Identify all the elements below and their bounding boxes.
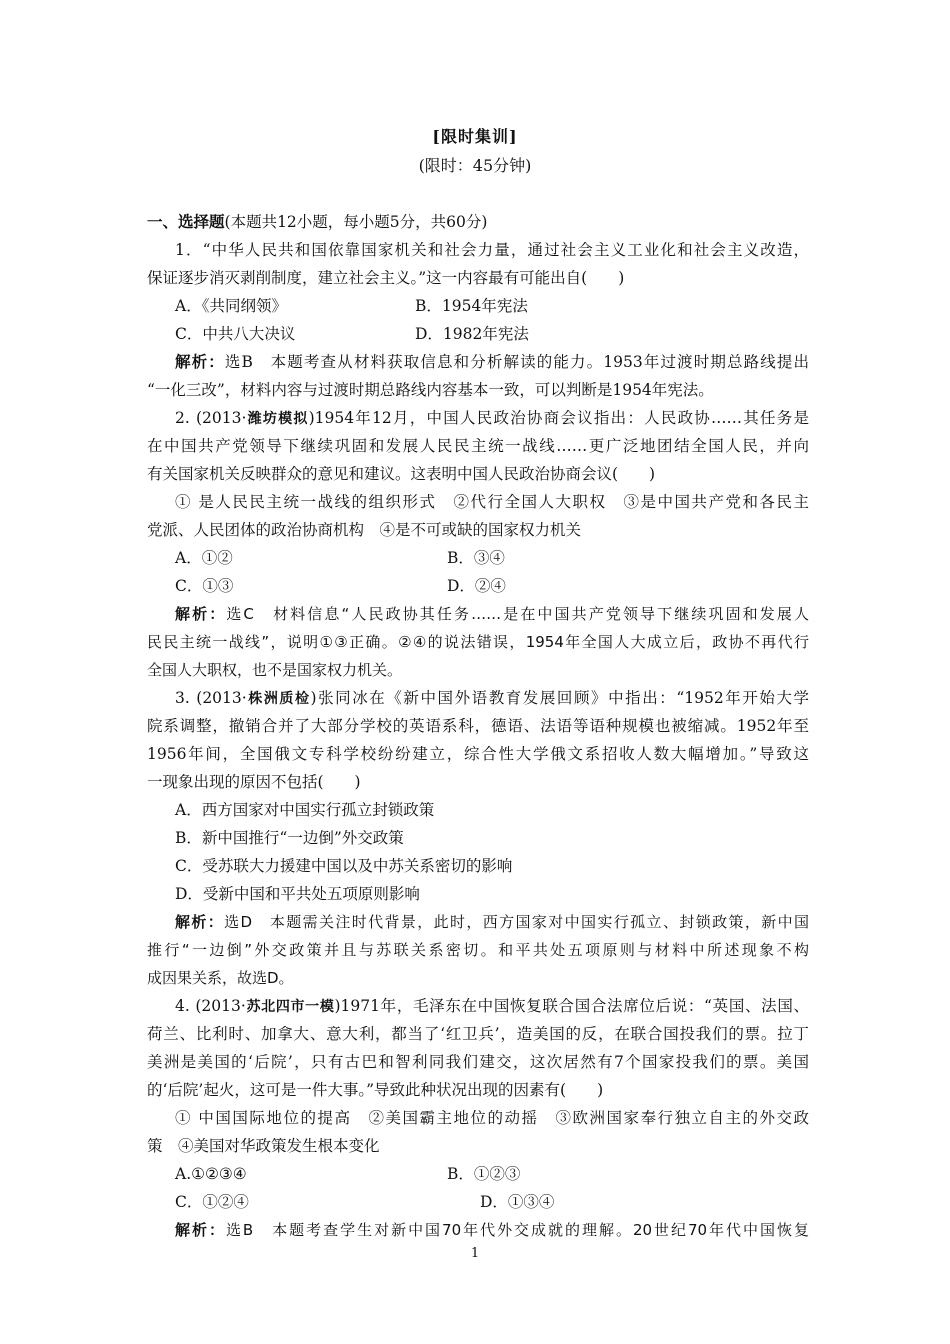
q3-analysis-line2: 推行“一边倒”外交政策并且与苏联关系密切。和平共处五项原则与材料中所述现象不构 <box>147 941 809 959</box>
q1-option-a: A．《共同纲领》 <box>175 297 287 315</box>
q2-options-row2 <box>147 572 809 600</box>
q4-line4: 的‘后院’起火，这可是一件大事。”导致此种状况出现的因素有( ) <box>147 1081 604 1099</box>
q3-option-b: B．新中国推行“一边倒”外交政策 <box>175 829 404 847</box>
q4-option-a: A.①②③④ <box>175 1165 247 1183</box>
q2-option-b: B．③④ <box>447 549 505 567</box>
q4-number: 4. (2013· <box>175 997 246 1015</box>
q3-line3: 1956年间，全国俄文专科学校纷纷建立，综合性大学俄文系招收人数大幅增加。”导致这 <box>147 745 809 763</box>
q3-line1-text: )张同冰在《新中国外语教育发展回顾》中指出：“1952年开始大学 <box>310 689 809 707</box>
q1-analysis-line2: “一化三改”，材料内容与过渡时期总路线内容基本一致，可以判断是1954年宪法。 <box>147 381 714 399</box>
q2-line2: 在中国共产党领导下继续巩固和发展人民民主统一战线……更广泛地团结全国人民，并向 <box>147 437 809 455</box>
q4-items-line1: ① 中国国际地位的提高 ②美国霸主地位的动摇 ③欧洲国家奉行独立自主的外交政 <box>175 1109 809 1127</box>
time-limit: (限时：45分钟) <box>418 156 532 175</box>
q4-line1 <box>147 992 809 1020</box>
q4-option-b: B．①②③ <box>447 1165 521 1183</box>
q2-analysis-text1: 选C 材料信息“人民政协其任务……是在中国共产党领导下继续巩固和发展人 <box>226 605 809 623</box>
q4-options-row1 <box>147 1160 809 1188</box>
q2-analysis-label: 解析： <box>175 605 227 623</box>
q3-option-d: D．受新中国和平共处五项原则影响 <box>175 885 420 903</box>
q3-source: 株洲质检 <box>246 691 311 707</box>
q4-source: 苏北四市一模 <box>245 999 335 1015</box>
q1-options-row1 <box>147 292 809 320</box>
q4-options-row2 <box>147 1188 809 1216</box>
q2-analysis-line3: 全国人大职权，也不是国家权力机关。 <box>147 661 403 679</box>
q2-line1 <box>147 404 809 432</box>
q2-items-line1: ① 是人民民主统一战线的组织形式 ②代行全国人大职权 ③是中国共产党和各民主 <box>175 493 809 511</box>
q3-analysis-line3: 成因果关系，故选D。 <box>147 969 294 987</box>
q4-analysis-line1 <box>147 1216 809 1244</box>
q3-analysis-label: 解析： <box>175 913 225 931</box>
q1-analysis-line1 <box>147 348 809 376</box>
q2-items-line2: 党派、人民团体的政治协商机构 ④是不可或缺的国家权力机关 <box>147 521 582 539</box>
q1-line1: 1．“中华人民共和国依靠国家机关和社会力量，通过社会主义工业化和社会主义改造， <box>175 241 809 259</box>
q2-options-row1 <box>147 544 809 572</box>
q4-analysis-text1: 选B 本题考查学生对新中国70年代外交成就的理解。20世纪70年代中国恢复 <box>225 1221 809 1239</box>
q2-analysis-line2: 民民主统一战线”，说明①③正确。②④的说法错误，1954年全国人大成立后，政协不再代行 <box>147 633 809 651</box>
q4-items-line2: 策 ④美国对华政策发生根本变化 <box>147 1137 380 1155</box>
question-content <box>147 208 809 1244</box>
q4-line1-text: )1971年，毛泽东在中国恢复联合国合法席位后说：“英国、法国、 <box>334 997 809 1015</box>
q3-line2: 院系调整，撤销合并了大部分学校的英语系科，德语、法语等语种规模也被缩减。1952年至 <box>147 717 809 735</box>
q2-line1-text: )1954年12月，中国人民政治协商会议指出：人民政协……其任务是 <box>308 409 809 427</box>
q2-option-d: D．②④ <box>447 577 506 595</box>
q4-line2: 荷兰、比利时、加拿大、意大利，都当了‘红卫兵’，造美国的反，在联合国投我们的票。拉丁 <box>147 1025 809 1043</box>
q1-line2: 保证逐步消灭剥削制度，建立社会主义。”这一内容最有可能出自( ) <box>147 269 625 287</box>
q3-option-c: C．受苏联大力援建中国以及中苏关系密切的影响 <box>175 857 513 875</box>
q1-options-row2 <box>147 320 809 348</box>
page-title: [限时集训] <box>432 127 518 146</box>
q1-option-b: B．1954年宪法 <box>415 297 528 315</box>
q2-option-a: A．①② <box>175 549 233 567</box>
section-note: (本题共12小题，每小题5分，共60分) <box>224 213 488 231</box>
q2-source: 潍坊模拟 <box>246 411 309 427</box>
q2-line3: 有关国家机关反映群众的意见和建议。这表明中国人民政治协商会议( ) <box>147 465 656 483</box>
q1-option-c: C．中共八大决议 <box>175 325 296 343</box>
q4-line3: 美洲是美国的‘后院’，只有古巴和智利同我们建交，这次居然有7个国家投我们的票。美国 <box>147 1053 809 1071</box>
q4-analysis-label: 解析： <box>175 1221 226 1239</box>
section-label: 一、选择题 <box>147 212 225 231</box>
q3-line4: 一现象出现的原因不包括( ) <box>147 773 361 791</box>
page-number: 1 <box>470 1246 480 1261</box>
q1-analysis-text1: 选B 本题考查从材料获取信息和分析解读的能力。1953年过渡时期总路线提出 <box>224 353 809 371</box>
q2-analysis-line1 <box>147 600 809 628</box>
q3-analysis-line1 <box>147 908 809 936</box>
q2-number: 2. (2013· <box>175 409 247 427</box>
q4-option-c: C．①②④ <box>175 1193 249 1211</box>
q3-line1 <box>147 684 809 712</box>
q3-analysis-text1: 选D 本题需关注时代背景，此时，西方国家对中国实行孤立、封锁政策，新中国 <box>224 913 809 931</box>
q1-analysis-label: 解析： <box>175 352 225 371</box>
q3-option-a: A．西方国家对中国实行孤立封锁政策 <box>175 801 435 819</box>
q4-option-d: D．①③④ <box>480 1193 555 1211</box>
q2-option-c: C．①③ <box>175 577 234 595</box>
section-heading <box>147 208 809 236</box>
q1-option-d: D．1982年宪法 <box>415 325 529 343</box>
q3-number: 3. (2013· <box>175 689 247 707</box>
